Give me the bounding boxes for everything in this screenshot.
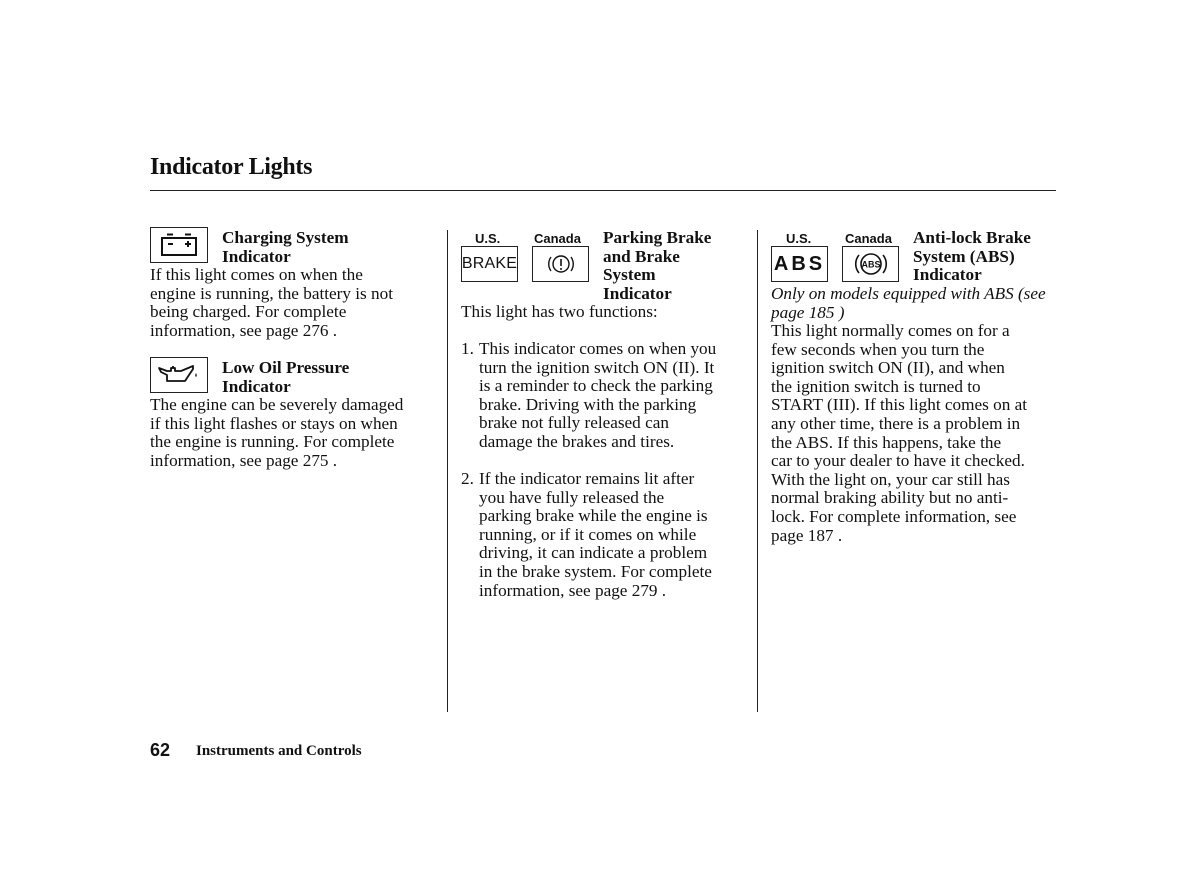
brake-warning-icon [532,246,589,282]
page-number: 62 [150,740,171,760]
abs-circle-icon [842,246,899,282]
oil-description: The engine can be severely damaged if this light flashes or stays on when the engine is running. For complete information, see page 275 . [150,395,404,470]
charging-heading: Charging System Indicator [222,228,349,266]
column-divider [757,230,758,712]
brake-intro: This light has two functions: [461,302,658,321]
list-item: 2. If the indicator remains lit after you have fully released the parking brake while the engine is running, or if it comes on while driving, it can indicate a problem in the brake system. For complete information, see page 279 . [461,469,712,600]
charging-description: If this light comes on when the engine is running, the battery is not being charged. For complete information, see page 276 . [150,265,393,340]
column-divider [447,230,448,712]
page-title: Indicator Lights [150,154,313,180]
canada-label: Canada [534,231,581,246]
us-label: U.S. [786,231,812,246]
list-item: 1. This indicator comes on when you turn the ignition switch ON (II). It is a reminder to check the parking brake. Driving with the parking brake not fully released can damage the brakes and tires. [461,339,717,451]
abs-text-icon: ABS [771,246,828,282]
brake-heading: Parking Brake and Brake System Indicator [603,228,712,303]
oil-can-icon [150,357,208,393]
canada-label: Canada [845,231,892,246]
battery-icon [150,227,208,263]
abs-availability-note: Only on models equipped with ABS (see page 185 ) [771,284,1046,322]
title-rule [150,190,1056,191]
us-label: U.S. [475,231,501,246]
brake-text-icon: BRAKE [461,246,518,282]
oil-heading: Low Oil Pressure Indicator [222,358,350,396]
abs-description: This light normally comes on for a few seconds when you turn the ignition switch ON (II), and when the ignition switch is turned to START (III). If this light comes on at any other time, there is a problem in the ABS. If this happens, take the car to your dealer to have it checked. With the light on, your car still has normal braking ability but no anti- lock. For complete information, see page 187 . [771,321,1027,545]
abs-heading: Anti-lock Brake System (ABS) Indicator [913,228,1031,285]
svg-text:ABS: ABS [860,259,881,270]
section-title: Instruments and Controls [196,743,362,759]
